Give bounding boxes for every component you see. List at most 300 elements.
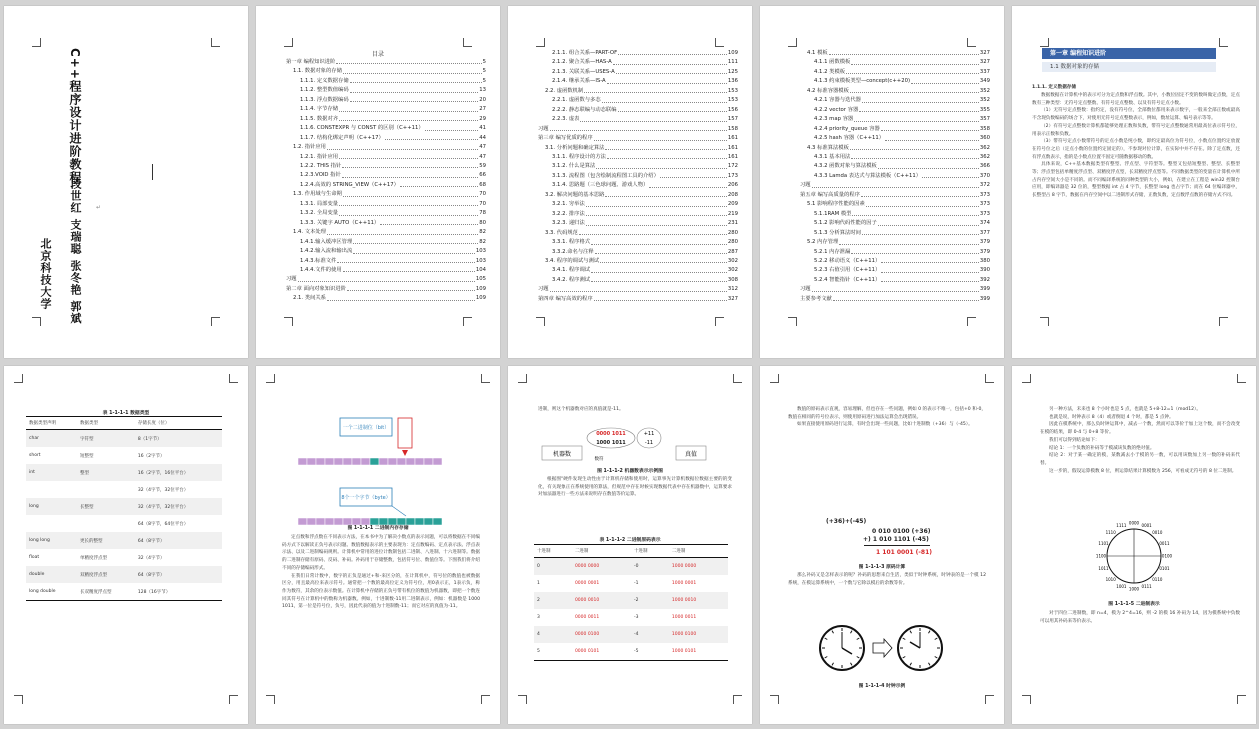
table-cell: 字符型	[77, 430, 135, 448]
bit-cell	[298, 458, 307, 465]
toc-entry-label: 习题	[800, 286, 811, 293]
paragraph: 如果直接使用原码进行运算，有时会出现一些问题，比如十进制数（+36）与（-45）。	[797, 422, 973, 428]
toc-entry-label: 第一章 编程知识进阶	[286, 59, 336, 65]
toc-entry[interactable]	[286, 124, 486, 133]
table-row	[534, 626, 728, 643]
toc-entry-page: 109	[727, 50, 738, 56]
toc-entry-page: 355	[979, 106, 990, 113]
table-cell: 0000 0100	[572, 626, 631, 643]
toc-entry-label: 1.3.2. 全局变量	[300, 210, 339, 217]
page-2-toc	[256, 6, 500, 358]
table-cell: 长整型	[77, 498, 135, 515]
toc-entry-label: 5.2.4 智能指针（C++11）	[814, 276, 881, 283]
toc-entry-page: 5	[482, 77, 486, 84]
toc-entry[interactable]	[800, 153, 990, 162]
book-authors: 段世红 支瑞聪 张冬艳 郭斌	[69, 178, 82, 325]
toc-entry[interactable]	[800, 77, 990, 86]
ring-label: 0100	[1161, 553, 1173, 559]
toc-entry-label: 1.2.4.高效的 STRING_VIEW（C++17）	[300, 181, 399, 188]
table-cell: 8（1字节）	[135, 430, 222, 448]
toc-entry-label: 习题	[538, 286, 549, 293]
table-cell: 0000 0001	[574, 581, 600, 586]
toc-entry-page: 362	[979, 144, 990, 151]
toc-entry-label: 4.2.3 map 容器	[814, 116, 854, 123]
table-cell: 0000 0011	[574, 615, 600, 620]
table-header-cell: 十进制	[534, 545, 572, 558]
toc-entry[interactable]	[286, 77, 486, 86]
toc-entry-page: 70	[479, 191, 486, 198]
toc-entry-label: 1.1.5. 数据对齐	[300, 115, 339, 122]
toc-entry[interactable]	[286, 294, 486, 303]
page-10-modulo	[1012, 366, 1256, 724]
table-row	[534, 558, 728, 576]
toc-entry[interactable]	[538, 68, 738, 77]
toc-entry[interactable]	[286, 257, 486, 266]
paragraph: （1）无符号定点整数：指约定，没有符号位，全部数位都用来表示数字，一般来全部正数或最高不含现负数编码的场合下，对使用无符号定点整数表示，例如，数址运算、编号表示等等。	[1032, 108, 1240, 122]
figure-caption: 图 1-1-1-1 二进制内存存储	[347, 526, 409, 531]
toc-entry-page: 327	[979, 50, 990, 56]
clock-caption: 图 1-1-1-4 时钟示例	[858, 684, 906, 689]
toc-entry-page: 373	[979, 201, 990, 208]
table-cell: 0000 0010	[572, 592, 631, 609]
machine-number-label: 机器数	[552, 451, 572, 458]
body-text-2: 那么补码又是怎样表示的呢？补码的思想来自生活，类似于时钟系统，时钟表的是一个模 12 系统，在模运算系统中，一个数与它除以模后的余数等价。	[788, 573, 986, 586]
toc-entry[interactable]	[538, 257, 738, 266]
toc-entry-page: 327	[979, 59, 990, 66]
table-cell: 0	[534, 558, 572, 576]
toc-entry-label: 2.2.1. 虚函数与多态	[552, 97, 601, 104]
table-header-cell: 十进制	[631, 545, 669, 558]
toc-entry-page: 153	[727, 97, 738, 104]
toc-entry-label: 2.1. 类间关系	[293, 295, 326, 302]
example-1: 0000 1011	[596, 431, 626, 437]
toc-entry[interactable]	[538, 49, 738, 58]
toc-entry-page: 80	[479, 219, 486, 226]
toc-entry[interactable]	[286, 181, 486, 190]
toc-entry[interactable]	[538, 219, 738, 228]
toc-entry-page: 156	[727, 106, 738, 113]
page-7-diagram	[256, 366, 500, 724]
page-3-toc	[508, 6, 752, 358]
ring-label: 1011	[1098, 566, 1109, 572]
toc-entry[interactable]	[800, 115, 990, 124]
toc-entry-label: 第三章 编写优质的程序	[538, 135, 593, 142]
bit-cell	[370, 458, 379, 465]
toc-entry[interactable]	[538, 295, 738, 304]
toc-entry-label: 4.2.2 vector 容器	[814, 106, 859, 113]
ring-label: 1111	[1116, 523, 1127, 529]
toc-entry[interactable]	[800, 295, 990, 304]
toc-entry-label: 1.3.3. 关键字 AUTO（C++11）	[300, 219, 380, 226]
toc-entry-label: 3.1. 分析问题和确定算法	[545, 144, 605, 151]
body-text	[788, 406, 986, 429]
return-mark-icon: ↵	[96, 204, 102, 211]
toc-entry-label: 5.2 内存管理	[807, 239, 839, 246]
toc-entry[interactable]	[538, 134, 738, 143]
ring-label: 1000	[1128, 586, 1140, 592]
toc-entry[interactable]	[286, 58, 486, 67]
toc-entry[interactable]	[538, 172, 738, 181]
toc-list	[538, 49, 738, 304]
table-cell	[26, 515, 77, 532]
book-title: C++程序设计进阶教程	[68, 48, 82, 184]
toc-entry-page: 13	[479, 87, 486, 94]
toc-entry-label: 习题	[800, 182, 811, 189]
truth-label: 真值	[684, 451, 698, 458]
bit-cell	[343, 458, 352, 465]
toc-entry-page: 161	[727, 153, 738, 160]
toc-entry-label: 5.1 影响程序性能的因素	[807, 201, 865, 208]
toc-entry-label: 3.1.3. 流程图（包含绘制流程图工具的介绍）	[552, 172, 659, 179]
toc-entry-page: 161	[727, 135, 738, 142]
table-cell: 长双精度浮点型	[77, 583, 135, 601]
table-row	[26, 498, 222, 515]
toc-entry-page: 59	[479, 162, 486, 169]
toc-entry-label: 2.2. 虚函数机制	[545, 87, 584, 94]
toc-entry-page: 82	[479, 238, 486, 245]
ring-label: 0110	[1152, 576, 1163, 582]
toc-entry-page: 125	[727, 68, 738, 75]
ring-label: 0011	[1159, 540, 1170, 546]
toc-entry-page: 157	[727, 116, 738, 123]
toc-entry[interactable]	[286, 96, 486, 105]
toc-entry-label: 4.2.4 priority_queue 容器	[814, 125, 880, 132]
calc-line-1: 0 010 0100 (+36)	[872, 528, 931, 535]
toc-entry[interactable]	[800, 200, 990, 209]
toc-entry-label: 1.3. 作用域与生命期	[293, 191, 342, 198]
toc-entry[interactable]	[286, 266, 486, 275]
toc-entry[interactable]	[286, 238, 486, 247]
toc-entry[interactable]	[800, 49, 990, 58]
table-row	[26, 566, 222, 583]
binary-code-table	[534, 544, 728, 661]
toc-entry[interactable]	[800, 96, 990, 105]
toc-entry-label: 2.2.2. 静态联编与动态联编	[552, 106, 617, 113]
clock-diagram	[760, 620, 1004, 680]
toc-entry-label: 1.2.1. 指针应用	[300, 153, 339, 160]
toc-entry-page: 357	[979, 116, 990, 123]
toc-entry-page: 399	[979, 295, 990, 302]
ring-label: 1101	[1098, 540, 1109, 546]
bit-cell	[424, 458, 433, 465]
toc-entry[interactable]	[286, 219, 486, 228]
toc-entry-page: 41	[479, 125, 486, 132]
toc-entry[interactable]	[538, 266, 738, 275]
toc-entry[interactable]	[800, 125, 990, 134]
toc-entry-label: 3.4.1. 程序调试	[552, 267, 591, 274]
toc-entry-label: 3.1.4. 思路题（三色球问题、游戏人物）	[552, 182, 649, 189]
toc-entry[interactable]	[800, 162, 990, 171]
toc-entry-page: 82	[479, 229, 486, 236]
table-row	[26, 430, 222, 448]
toc-entry-page: 104	[475, 266, 486, 273]
toc-entry[interactable]	[538, 248, 738, 257]
table-cell: 1000 0010	[669, 592, 728, 609]
toc-entry-label: 1.1.4. 字节存储	[300, 106, 339, 113]
paragraph: 定点数和浮点数在不同表示方法，在本书中为了解决小数点的表示问题，可以将数据在不同编码方式下以解读正负号表示问题。数值数据表示的主要表现为：定点数编码、定点表示法、浮点表示法、以及二进制编码规则。计算机中常用的进位计数制包括二进制、八进制、十六进制等。数据的二进制存储有原码、反码、补码。补码用于存储整数，包括符号位、数值位等。下图我们将介绍不同的存储编码形式。	[282, 535, 480, 571]
ring-label: 0001	[1141, 523, 1152, 529]
table-cell: short	[29, 453, 41, 458]
toc-entry[interactable]	[800, 219, 990, 228]
toc-entry-page: 103	[475, 257, 486, 264]
toc-entry-page: 44	[479, 134, 486, 141]
toc-list	[286, 58, 486, 304]
truth-1: +11	[643, 431, 655, 437]
section-heading: 1.1 数据对象的存储	[1042, 62, 1216, 72]
body-text	[282, 534, 480, 611]
toc-entry[interactable]	[538, 210, 738, 219]
table-cell: long double	[26, 583, 77, 601]
toc-entry[interactable]	[800, 87, 990, 96]
toc-entry-label: 1.1.7. 结构化绑定声明（C++17）	[300, 134, 384, 141]
toc-entry[interactable]	[538, 191, 738, 200]
toc-entry-page: 153	[727, 87, 738, 94]
toc-entry[interactable]	[538, 144, 738, 153]
page-4-toc	[760, 6, 1004, 358]
toc-entry-page: 373	[979, 191, 990, 198]
toc-entry-page: 173	[727, 172, 738, 179]
table-cell	[77, 515, 135, 532]
paragraph: 我们可以得到结论如下：	[1049, 437, 1100, 443]
toc-entry-page: 66	[479, 172, 486, 179]
toc-entry[interactable]	[538, 162, 738, 171]
toc-entry[interactable]	[800, 285, 990, 294]
toc-entry-page: 172	[727, 163, 738, 170]
bit-cell	[334, 458, 343, 465]
table-cell: -3	[633, 615, 639, 620]
calc-result: 1 101 0001 (-81)	[876, 549, 932, 556]
toc-entry[interactable]	[286, 200, 486, 209]
toc-entry[interactable]	[538, 181, 738, 190]
toc-entry-label: 5.2.1 内存泄漏	[814, 248, 851, 255]
toc-entry-page: 372	[979, 182, 990, 189]
table-row	[26, 583, 222, 601]
table-row	[534, 575, 728, 592]
table-cell: 双精度浮点型	[77, 566, 135, 583]
table-cell: 2	[534, 592, 572, 609]
toc-entry-page: 111	[727, 59, 738, 66]
table-header-cell: 二进制	[669, 545, 728, 558]
toc-entry[interactable]	[538, 238, 738, 247]
clock-icon	[820, 626, 864, 670]
toc-entry[interactable]	[538, 276, 738, 285]
toc-entry-page: 308	[727, 276, 738, 283]
table-cell: 0000 0000	[572, 558, 631, 576]
table-cell: 16（2字节）	[137, 453, 165, 459]
page-6-table	[4, 366, 248, 724]
page-9-clock	[760, 366, 1004, 724]
table-cell: 3	[537, 615, 540, 620]
toc-entry-label: 3.3. 代码规范	[545, 229, 578, 236]
toc-entry-page: 5	[482, 68, 486, 75]
toc-entry-page: 5	[482, 59, 486, 65]
toc-entry[interactable]	[286, 275, 486, 284]
bit-cell	[406, 458, 415, 465]
toc-title: 目录	[371, 51, 384, 58]
toc-entry-page: 352	[979, 87, 990, 94]
toc-entry[interactable]	[538, 200, 738, 209]
toc-entry-label: 4.2.5 hash 容器（C++11）	[814, 135, 885, 142]
bit-cell	[352, 458, 361, 465]
toc-entry-page: 105	[475, 276, 486, 283]
toc-entry[interactable]	[286, 143, 486, 152]
toc-entry[interactable]	[538, 125, 738, 134]
toc-entry[interactable]	[538, 77, 738, 86]
binary-circle-diagram	[1012, 516, 1256, 596]
toc-entry[interactable]	[538, 96, 738, 105]
toc-entry-page: 70	[479, 200, 486, 207]
toc-entry-page: 370	[979, 172, 990, 179]
toc-entry-label: 习题	[286, 276, 297, 283]
toc-entry[interactable]	[286, 134, 486, 143]
toc-entry-page: 390	[979, 267, 990, 274]
table-cell: int	[26, 464, 77, 481]
table-cell: 32（4字节，32位平台）	[137, 487, 189, 493]
toc-entry[interactable]	[286, 171, 486, 180]
toc-entry-page: 377	[979, 229, 990, 236]
toc-entry[interactable]	[538, 106, 738, 115]
book-publisher: 北京科技大学	[39, 238, 52, 310]
toc-entry-label: 4.1.3 约束模板类型—concept(c++20)	[814, 78, 911, 85]
toc-entry[interactable]	[800, 58, 990, 67]
table-cell: char	[26, 430, 77, 448]
bit-cell	[316, 458, 325, 465]
table-cell: 64（8字节，64位平台）	[137, 521, 189, 527]
toc-entry-page: 362	[979, 153, 990, 160]
toc-entry-page: 366	[979, 163, 990, 170]
toc-entry-label: 4.1 模板	[807, 50, 828, 56]
page-1-cover	[4, 6, 248, 358]
clock-icon	[898, 626, 942, 670]
toc-entry[interactable]	[538, 115, 738, 124]
ring-label: 0000	[1128, 520, 1140, 526]
toc-entry[interactable]	[800, 144, 990, 153]
toc-entry[interactable]	[286, 285, 486, 294]
toc-entry-page: 109	[475, 295, 486, 302]
toc-entry[interactable]	[538, 153, 738, 162]
bit-cell	[307, 458, 316, 465]
toc-entry-label: 3.3.2.命名与注释	[552, 248, 594, 255]
toc-entry-label: 2.1.1. 组合关系—PART-OF	[552, 50, 618, 56]
figure-caption: 图 1-1-1-2 机器数表示示例图	[597, 469, 663, 474]
ring-label: 1001	[1116, 583, 1127, 589]
toc-entry-page: 302	[727, 267, 738, 274]
toc-entry-page: 68	[479, 181, 486, 188]
toc-entry[interactable]	[800, 229, 990, 238]
toc-entry-label: 1.1.2. 整型数值编码	[300, 87, 349, 94]
toc-entry-label: 主要参考文献	[800, 295, 832, 302]
paragraph: （2）有符号定点整数计算机都能够处理正数和负数，带符号定点整数通常用最高位表示符号位，用表示正数和负数。	[1032, 123, 1240, 137]
toc-entry-label: 第五章 编写高质量的程序	[800, 191, 860, 198]
toc-entry[interactable]	[800, 266, 990, 275]
toc-entry-page: 380	[979, 257, 990, 264]
table-cell: 128（16字节）	[135, 583, 222, 601]
toc-entry[interactable]	[286, 105, 486, 114]
toc-entry[interactable]	[538, 58, 738, 67]
toc-entry-page: 158	[727, 125, 738, 132]
toc-entry[interactable]	[800, 248, 990, 257]
truth-2: -11	[644, 440, 654, 446]
table-cell: 整型	[77, 464, 135, 481]
toc-entry[interactable]	[800, 106, 990, 115]
toc-entry-page: 280	[727, 239, 738, 246]
toc-entry-page: 47	[479, 153, 486, 160]
paragraph: 数值的原码表示直观，容易理解，但也存在一些问题，例如 0 的表示不唯一，包括+0 和-0，数值在相同的符号位表示，则使用原码进行加法运算会出现错误。	[788, 407, 986, 420]
toc-entry[interactable]	[800, 257, 990, 266]
toc-entry[interactable]	[800, 68, 990, 77]
toc-entry[interactable]	[286, 190, 486, 199]
toc-entry[interactable]	[800, 276, 990, 285]
table-cell: 64（8字节）	[135, 532, 222, 549]
table-cell: 1000 0000	[669, 558, 728, 576]
intro-line: 进制，则这个机器数对应的真值就是-11。	[538, 407, 624, 412]
paragraph: 也就是说，时钟表示 8（4）或者倒退 4 个时，都是 5 点钟。	[1049, 414, 1174, 420]
toc-entry-label: 1.2.2. THIS 指针	[300, 162, 342, 169]
toc-entry[interactable]	[286, 153, 486, 162]
toc-entry[interactable]	[800, 181, 990, 190]
toc-entry-label: 4.2 标准容器模板	[807, 87, 849, 94]
toc-entry[interactable]	[286, 247, 486, 256]
table-cell: 32（4字节，32位平台）	[135, 498, 222, 515]
toc-entry-page: 161	[727, 144, 738, 151]
page-8-encoding	[508, 366, 752, 724]
page-5-chapter	[1012, 6, 1256, 358]
toc-entry-label: 4.3.3 Lamda 表达式与算法模板（C++11）	[814, 172, 922, 179]
bit-label: 一个二进制位（bit）	[342, 425, 390, 431]
toc-entry[interactable]	[800, 191, 990, 200]
toc-entry-label: 3.2.2. 排序法	[552, 210, 585, 217]
table-cell: -4	[631, 626, 669, 643]
table-cell: 单精度浮点型	[79, 555, 107, 561]
toc-entry-page: 373	[979, 210, 990, 217]
toc-entry[interactable]	[538, 87, 738, 96]
toc-entry[interactable]	[800, 134, 990, 143]
toc-entry-page: 219	[727, 210, 738, 217]
toc-entry-label: 5.1.3 分析算法时间	[814, 229, 861, 236]
paragraph: 另一种方法，未来也 8 个小时也是 5 点，也就是 5+8-12=1（mod12）。	[1049, 407, 1201, 412]
toc-entry-page: 379	[979, 239, 990, 246]
bit-cell	[388, 458, 397, 465]
toc-entry[interactable]	[286, 115, 486, 124]
toc-entry-page: 103	[475, 248, 486, 255]
toc-entry[interactable]	[538, 285, 738, 294]
table-cell: 5	[534, 643, 572, 661]
toc-entry-label: 1.4.4.文件的使用	[300, 266, 342, 273]
table-header-cell: 存储长度（位）	[135, 417, 222, 430]
toc-entry[interactable]	[286, 162, 486, 171]
paragraph: 在我们日常计数中，数字的正负是通过+和-来区分的，在计算机中，符号位的数值也被数据区分，用且最高位来表示符号。通常把一个数的最高位定义为符号位，用0表示正，1表示负，称作为数符，其余的位表示数值。在计算机中存储的正负号带有机位的数值为机器数，即把一个数连同其符号在计算机中的数称为机器数。例如，十进制数-11用二进制表示，例如：机器数是 1000 1011，第一位是符号位，负号，因此代表的值为十进制数-11；而它对应的真值为-11。	[282, 573, 480, 610]
toc-entry[interactable]	[286, 86, 486, 95]
toc-entry-page: 136	[727, 78, 738, 85]
table-header-cell: 数据类型声明	[26, 417, 77, 430]
toc-entry[interactable]	[800, 172, 990, 181]
toc-entry[interactable]	[286, 228, 486, 237]
figure-caption: 图 1-1-1-5 二进制表示	[1108, 602, 1160, 607]
table-cell: 1	[537, 581, 540, 586]
toc-entry-label: 4.3.1 基本用法	[814, 153, 851, 160]
toc-entry-page: 20	[479, 96, 486, 103]
toc-entry-label: 1.1.1. 定义数据存储	[300, 77, 349, 84]
table-row	[26, 549, 222, 566]
table-cell: -2	[631, 592, 669, 609]
toc-entry[interactable]	[800, 210, 990, 219]
toc-entry[interactable]	[538, 229, 738, 238]
toc-entry[interactable]	[286, 209, 486, 218]
toc-entry[interactable]	[800, 238, 990, 247]
toc-entry-label: 3.1.2. 什么是算法	[552, 163, 596, 170]
toc-entry[interactable]	[286, 67, 486, 76]
toc-entry-label: 1.4.3.标准文件	[300, 257, 337, 264]
